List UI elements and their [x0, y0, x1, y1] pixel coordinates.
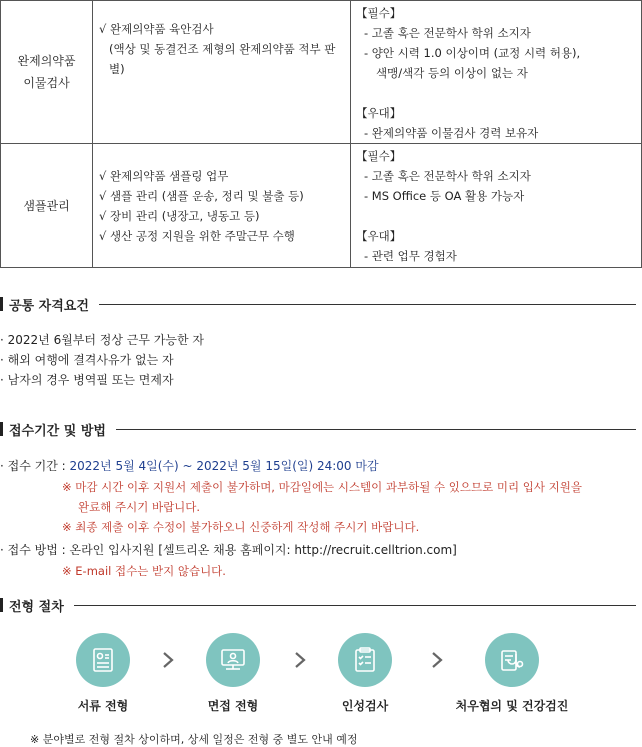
- qual-heading: 【우대】: [356, 229, 402, 243]
- qual-item: 색맹/색각 등의 이상이 없는 자: [376, 66, 528, 80]
- table-row: [1, 144, 642, 268]
- test-checklist-icon: [338, 633, 392, 687]
- qual-heading: 【필수】: [356, 149, 402, 163]
- chevron-right-icon: [161, 650, 175, 670]
- apply-period-label: · 접수 기간 :: [0, 459, 66, 473]
- section-title: 공통 자격요건: [9, 298, 89, 314]
- task-item: (액상 및 동결건조 제형의 완제의약품 적부 판별): [109, 42, 336, 76]
- section-header-process: [0, 595, 636, 615]
- email-notice: ※ E-mail 접수는 받지 않습니다.: [62, 564, 226, 578]
- step-label: 면접 전형: [207, 699, 259, 713]
- section-marker: [0, 422, 3, 436]
- qual-item: - 완제의약품 이물검사 경력 보유자: [364, 126, 539, 140]
- common-requirement: · 해외 여행에 결격사유가 없는 자: [0, 353, 174, 367]
- apply-method-value: 온라인 입사지원 [셀트리온 채용 홈페이지: http://recruit.celltrion.com]: [69, 543, 457, 557]
- step-label: 처우협의 및 건강검진: [455, 699, 569, 713]
- deadline-notice: ※ 마감 시간 이후 지원서 제출이 불가하며, 마감일에는 시스템이 과부하될 수 있으므로 미리 입사 지원을: [62, 480, 582, 494]
- section-title: 접수기간 및 방법: [9, 423, 106, 439]
- task-item: √ 완제의약품 육안검사: [99, 22, 214, 36]
- table-row: [1, 1, 642, 144]
- health-check-icon: [485, 633, 539, 687]
- qualifications-cell: [351, 1, 642, 144]
- qual-heading: 【필수】: [356, 6, 402, 20]
- section-header-apply: [0, 419, 636, 439]
- section-title: 전형 절차: [9, 599, 64, 615]
- category-cell: [1, 1, 93, 144]
- qualifications-cell: [351, 144, 642, 268]
- category-cell: [1, 144, 93, 268]
- task-item: √ 완제의약품 샘플링 업무: [99, 169, 229, 183]
- job-requirements-table: [0, 0, 642, 268]
- chevron-right-icon: [293, 650, 307, 670]
- apply-method-label: · 접수 방법 :: [0, 543, 66, 557]
- section-divider: [74, 605, 636, 606]
- interview-icon: [206, 633, 260, 687]
- step-label: 인성검사: [341, 699, 389, 713]
- step-label: 서류 전형: [77, 699, 129, 713]
- qual-item: - 양안 시력 1.0 이상이며 (교정 시력 허용),: [364, 46, 581, 60]
- section-divider: [116, 429, 636, 430]
- common-requirement: · 남자의 경우 병역필 또는 면제자: [0, 373, 174, 387]
- qual-item: - 관련 업무 경험자: [364, 249, 457, 263]
- qual-item: - MS Office 등 OA 활용 가능자: [364, 189, 525, 203]
- section-marker: [0, 598, 3, 612]
- category-line: 이물검사: [23, 76, 70, 90]
- section-header-common: [0, 294, 636, 314]
- final-submit-notice: ※ 최종 제출 이후 수정이 불가하오니 신중하게 작성해 주시기 바랍니다.: [62, 520, 420, 534]
- category-line: 샘플관리: [23, 198, 70, 213]
- task-item: √ 장비 관리 (냉장고, 냉동고 등): [99, 209, 260, 223]
- task-item: √ 생산 공정 지원을 위한 주말근무 수행: [99, 229, 295, 243]
- qual-item: - 고졸 혹은 전문학사 학위 소지자: [364, 26, 531, 40]
- chevron-right-icon: [430, 650, 444, 670]
- spacer: [356, 83, 641, 103]
- process-note: ※ 분야별로 전형 절차 상이하며, 상세 일정은 전형 중 별도 안내 예정: [30, 733, 358, 746]
- category-line: 완제의약품: [17, 54, 76, 68]
- tasks-cell: [93, 1, 351, 144]
- qual-item: - 고졸 혹은 전문학사 학위 소지자: [364, 169, 531, 183]
- document-icon: [76, 633, 130, 687]
- task-item: √ 샘플 관리 (샘플 운송, 정리 및 불출 등): [99, 189, 304, 203]
- section-divider: [99, 304, 636, 305]
- spacer: [356, 206, 641, 226]
- apply-period-row: [0, 457, 379, 474]
- apply-period-value: 2022년 5월 4일(수) ~ 2022년 5월 15일(일) 24:00 마감: [69, 459, 379, 473]
- section-marker: [0, 297, 3, 311]
- deadline-notice-cont: 완료해 주시기 바랍니다.: [78, 500, 201, 514]
- common-requirement: · 2022년 6월부터 정상 근무 가능한 자: [0, 333, 204, 347]
- tasks-cell: [93, 144, 351, 268]
- qual-heading: 【우대】: [356, 106, 402, 120]
- apply-method-row: [0, 541, 457, 558]
